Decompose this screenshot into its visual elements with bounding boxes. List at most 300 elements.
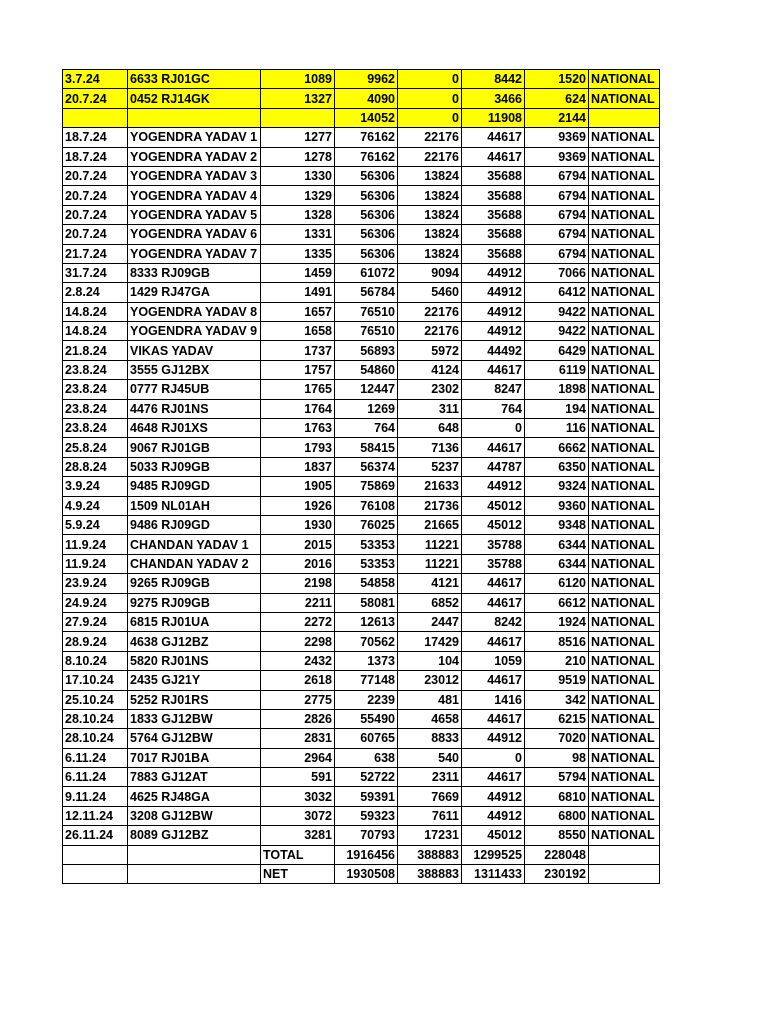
deduction-cell[interactable]: 4124 — [398, 360, 462, 379]
deduction-cell[interactable]: 17429 — [398, 632, 462, 651]
deduction-cell[interactable]: 9094 — [398, 263, 462, 282]
company-cell[interactable]: NATIONAL — [589, 806, 660, 825]
amount-cell[interactable]: 14052 — [335, 108, 398, 127]
balance-cell[interactable]: 7066 — [525, 263, 589, 282]
vehicle-cell[interactable]: 2435 GJ21Y — [128, 671, 261, 690]
company-cell[interactable]: NATIONAL — [589, 399, 660, 418]
net-amount-cell[interactable]: 44787 — [462, 457, 525, 476]
date-cell[interactable]: 6.11.24 — [63, 768, 128, 787]
amount-cell[interactable]: 58415 — [335, 438, 398, 457]
number-cell[interactable]: 1329 — [261, 186, 335, 205]
vehicle-cell[interactable]: 6815 RJ01UA — [128, 612, 261, 631]
balance-cell[interactable]: 6119 — [525, 360, 589, 379]
vehicle-cell[interactable]: YOGENDRA YADAV 3 — [128, 166, 261, 185]
number-cell[interactable]: 1765 — [261, 380, 335, 399]
amount-cell[interactable]: 58081 — [335, 593, 398, 612]
net-amount-cell[interactable]: 44912 — [462, 302, 525, 321]
company-cell[interactable]: NATIONAL — [589, 535, 660, 554]
balance-cell[interactable]: 194 — [525, 399, 589, 418]
date-cell[interactable]: 28.10.24 — [63, 729, 128, 748]
deduction-cell[interactable]: 6852 — [398, 593, 462, 612]
balance-cell[interactable]: 230192 — [525, 865, 589, 884]
balance-cell[interactable]: 6350 — [525, 457, 589, 476]
vehicle-cell[interactable] — [128, 108, 261, 127]
balance-cell[interactable]: 228048 — [525, 845, 589, 864]
deduction-cell[interactable]: 7611 — [398, 806, 462, 825]
amount-cell[interactable]: 56306 — [335, 205, 398, 224]
net-amount-cell[interactable]: 45012 — [462, 826, 525, 845]
date-cell[interactable]: 28.9.24 — [63, 632, 128, 651]
vehicle-cell[interactable]: CHANDAN YADAV 2 — [128, 554, 261, 573]
number-cell[interactable]: 1764 — [261, 399, 335, 418]
balance-cell[interactable]: 9519 — [525, 671, 589, 690]
deduction-cell[interactable]: 648 — [398, 419, 462, 438]
vehicle-cell[interactable]: 7883 GJ12AT — [128, 768, 261, 787]
balance-cell[interactable]: 6344 — [525, 554, 589, 573]
company-cell[interactable]: NATIONAL — [589, 748, 660, 767]
net-amount-cell[interactable]: 44617 — [462, 768, 525, 787]
amount-cell[interactable]: 1373 — [335, 651, 398, 670]
net-amount-cell[interactable]: 44617 — [462, 360, 525, 379]
vehicle-cell[interactable]: CHANDAN YADAV 1 — [128, 535, 261, 554]
vehicle-cell[interactable]: YOGENDRA YADAV 6 — [128, 225, 261, 244]
date-cell[interactable]: 18.7.24 — [63, 147, 128, 166]
vehicle-cell[interactable]: 0777 RJ45UB — [128, 380, 261, 399]
date-cell[interactable]: 23.8.24 — [63, 419, 128, 438]
company-cell[interactable] — [589, 108, 660, 127]
vehicle-cell[interactable]: 4625 RJ48GA — [128, 787, 261, 806]
company-cell[interactable]: NATIONAL — [589, 457, 660, 476]
number-cell[interactable]: 2016 — [261, 554, 335, 573]
balance-cell[interactable]: 6794 — [525, 205, 589, 224]
balance-cell[interactable]: 6344 — [525, 535, 589, 554]
net-amount-cell[interactable]: 0 — [462, 419, 525, 438]
net-amount-cell[interactable]: 44912 — [462, 263, 525, 282]
number-cell[interactable]: 1278 — [261, 147, 335, 166]
amount-cell[interactable]: 60765 — [335, 729, 398, 748]
vehicle-cell[interactable]: 5820 RJ01NS — [128, 651, 261, 670]
number-cell[interactable]: 2432 — [261, 651, 335, 670]
number-cell[interactable]: 1328 — [261, 205, 335, 224]
number-cell[interactable]: 1793 — [261, 438, 335, 457]
balance-cell[interactable]: 9369 — [525, 147, 589, 166]
date-cell[interactable]: 11.9.24 — [63, 554, 128, 573]
number-cell[interactable]: 2198 — [261, 574, 335, 593]
number-cell[interactable]: 3281 — [261, 826, 335, 845]
company-cell[interactable]: NATIONAL — [589, 205, 660, 224]
date-cell[interactable]: 17.10.24 — [63, 671, 128, 690]
amount-cell[interactable]: 54860 — [335, 360, 398, 379]
company-cell[interactable]: NATIONAL — [589, 612, 660, 631]
deduction-cell[interactable]: 311 — [398, 399, 462, 418]
balance-cell[interactable]: 9369 — [525, 128, 589, 147]
date-cell[interactable]: 18.7.24 — [63, 128, 128, 147]
balance-cell[interactable]: 6662 — [525, 438, 589, 457]
company-cell[interactable]: NATIONAL — [589, 826, 660, 845]
deduction-cell[interactable]: 11221 — [398, 554, 462, 573]
vehicle-cell[interactable]: YOGENDRA YADAV 8 — [128, 302, 261, 321]
vehicle-cell[interactable]: 0452 RJ14GK — [128, 89, 261, 108]
amount-cell[interactable]: 59391 — [335, 787, 398, 806]
deduction-cell[interactable]: 7136 — [398, 438, 462, 457]
balance-cell[interactable]: 1520 — [525, 70, 589, 89]
net-amount-cell[interactable]: 44912 — [462, 477, 525, 496]
number-cell[interactable]: 2272 — [261, 612, 335, 631]
date-cell[interactable]: 14.8.24 — [63, 302, 128, 321]
company-cell[interactable]: NATIONAL — [589, 186, 660, 205]
amount-cell[interactable]: 55490 — [335, 709, 398, 728]
amount-cell[interactable]: 75869 — [335, 477, 398, 496]
balance-cell[interactable]: 6794 — [525, 225, 589, 244]
balance-cell[interactable]: 1924 — [525, 612, 589, 631]
amount-cell[interactable]: 70793 — [335, 826, 398, 845]
company-cell[interactable]: NATIONAL — [589, 302, 660, 321]
deduction-cell[interactable]: 22176 — [398, 322, 462, 341]
date-cell[interactable]: 23.8.24 — [63, 360, 128, 379]
balance-cell[interactable]: 9422 — [525, 322, 589, 341]
amount-cell[interactable]: 56784 — [335, 283, 398, 302]
number-cell[interactable]: 1658 — [261, 322, 335, 341]
date-cell[interactable] — [63, 108, 128, 127]
number-cell[interactable]: 1763 — [261, 419, 335, 438]
number-cell[interactable]: 2015 — [261, 535, 335, 554]
deduction-cell[interactable]: 13824 — [398, 244, 462, 263]
date-cell[interactable]: 4.9.24 — [63, 496, 128, 515]
net-amount-cell[interactable]: 44912 — [462, 283, 525, 302]
balance-cell[interactable]: 98 — [525, 748, 589, 767]
date-cell[interactable]: 24.9.24 — [63, 593, 128, 612]
balance-cell[interactable]: 1898 — [525, 380, 589, 399]
company-cell[interactable]: NATIONAL — [589, 787, 660, 806]
company-cell[interactable]: NATIONAL — [589, 283, 660, 302]
deduction-cell[interactable]: 21665 — [398, 515, 462, 534]
number-cell[interactable]: 2618 — [261, 671, 335, 690]
date-cell[interactable]: 25.10.24 — [63, 690, 128, 709]
company-cell[interactable]: NATIONAL — [589, 574, 660, 593]
net-amount-cell[interactable]: 35788 — [462, 554, 525, 573]
amount-cell[interactable]: 56374 — [335, 457, 398, 476]
company-cell[interactable]: NATIONAL — [589, 380, 660, 399]
date-cell[interactable]: 23.8.24 — [63, 380, 128, 399]
number-cell[interactable]: 1277 — [261, 128, 335, 147]
net-amount-cell[interactable]: 1311433 — [462, 865, 525, 884]
amount-cell[interactable]: 4090 — [335, 89, 398, 108]
number-cell[interactable]: 1657 — [261, 302, 335, 321]
amount-cell[interactable]: 1930508 — [335, 865, 398, 884]
amount-cell[interactable]: 56306 — [335, 186, 398, 205]
net-amount-cell[interactable]: 45012 — [462, 496, 525, 515]
amount-cell[interactable]: 54858 — [335, 574, 398, 593]
company-cell[interactable]: NATIONAL — [589, 360, 660, 379]
balance-cell[interactable]: 342 — [525, 690, 589, 709]
date-cell[interactable]: 11.9.24 — [63, 535, 128, 554]
number-cell[interactable]: 1905 — [261, 477, 335, 496]
balance-cell[interactable]: 5794 — [525, 768, 589, 787]
net-amount-cell[interactable]: 3466 — [462, 89, 525, 108]
amount-cell[interactable]: 56893 — [335, 341, 398, 360]
company-cell[interactable]: NATIONAL — [589, 709, 660, 728]
net-amount-cell[interactable]: 44912 — [462, 787, 525, 806]
number-cell[interactable]: 1926 — [261, 496, 335, 515]
company-cell[interactable]: NATIONAL — [589, 166, 660, 185]
balance-cell[interactable]: 8550 — [525, 826, 589, 845]
amount-cell[interactable]: 76025 — [335, 515, 398, 534]
company-cell[interactable]: NATIONAL — [589, 341, 660, 360]
date-cell[interactable]: 14.8.24 — [63, 322, 128, 341]
deduction-cell[interactable]: 21633 — [398, 477, 462, 496]
number-cell[interactable]: 591 — [261, 768, 335, 787]
amount-cell[interactable]: 1916456 — [335, 845, 398, 864]
balance-cell[interactable]: 6612 — [525, 593, 589, 612]
company-cell[interactable]: NATIONAL — [589, 263, 660, 282]
deduction-cell[interactable]: 0 — [398, 89, 462, 108]
number-cell[interactable]: 1737 — [261, 341, 335, 360]
amount-cell[interactable]: 76162 — [335, 128, 398, 147]
date-cell[interactable]: 5.9.24 — [63, 515, 128, 534]
deduction-cell[interactable]: 2311 — [398, 768, 462, 787]
vehicle-cell[interactable]: YOGENDRA YADAV 4 — [128, 186, 261, 205]
company-cell[interactable]: NATIONAL — [589, 632, 660, 651]
net-amount-cell[interactable]: 44492 — [462, 341, 525, 360]
company-cell[interactable]: NATIONAL — [589, 690, 660, 709]
deduction-cell[interactable]: 540 — [398, 748, 462, 767]
date-cell[interactable]: 23.9.24 — [63, 574, 128, 593]
number-cell[interactable]: 1331 — [261, 225, 335, 244]
date-cell[interactable]: 25.8.24 — [63, 438, 128, 457]
balance-cell[interactable]: 8516 — [525, 632, 589, 651]
company-cell[interactable]: NATIONAL — [589, 515, 660, 534]
balance-cell[interactable]: 9348 — [525, 515, 589, 534]
vehicle-cell[interactable]: YOGENDRA YADAV 5 — [128, 205, 261, 224]
date-cell[interactable]: 20.7.24 — [63, 89, 128, 108]
balance-cell[interactable]: 6794 — [525, 244, 589, 263]
amount-cell[interactable]: 764 — [335, 419, 398, 438]
company-cell[interactable]: NATIONAL — [589, 244, 660, 263]
amount-cell[interactable]: 61072 — [335, 263, 398, 282]
deduction-cell[interactable]: 22176 — [398, 128, 462, 147]
net-amount-cell[interactable]: 44912 — [462, 322, 525, 341]
date-cell[interactable]: 3.9.24 — [63, 477, 128, 496]
amount-cell[interactable]: 70562 — [335, 632, 398, 651]
vehicle-cell[interactable]: 7017 RJ01BA — [128, 748, 261, 767]
amount-cell[interactable]: 52722 — [335, 768, 398, 787]
net-amount-cell[interactable]: 44617 — [462, 709, 525, 728]
deduction-cell[interactable]: 388883 — [398, 865, 462, 884]
vehicle-cell[interactable]: YOGENDRA YADAV 9 — [128, 322, 261, 341]
deduction-cell[interactable]: 11221 — [398, 535, 462, 554]
deduction-cell[interactable]: 13824 — [398, 225, 462, 244]
net-amount-cell[interactable]: 44912 — [462, 729, 525, 748]
company-cell[interactable]: NATIONAL — [589, 225, 660, 244]
date-cell[interactable]: 9.11.24 — [63, 787, 128, 806]
balance-cell[interactable]: 6800 — [525, 806, 589, 825]
company-cell[interactable] — [589, 845, 660, 864]
company-cell[interactable] — [589, 865, 660, 884]
number-cell[interactable]: 3072 — [261, 806, 335, 825]
date-cell[interactable]: 23.8.24 — [63, 399, 128, 418]
vehicle-cell[interactable] — [128, 865, 261, 884]
vehicle-cell[interactable]: 1429 RJ47GA — [128, 283, 261, 302]
vehicle-cell[interactable]: 1833 GJ12BW — [128, 709, 261, 728]
company-cell[interactable]: NATIONAL — [589, 593, 660, 612]
net-amount-cell[interactable]: 35788 — [462, 535, 525, 554]
date-cell[interactable]: 21.8.24 — [63, 341, 128, 360]
number-cell[interactable]: 1459 — [261, 263, 335, 282]
number-cell[interactable]: TOTAL — [261, 845, 335, 864]
net-amount-cell[interactable]: 35688 — [462, 225, 525, 244]
company-cell[interactable]: NATIONAL — [589, 438, 660, 457]
net-amount-cell[interactable]: 35688 — [462, 244, 525, 263]
date-cell[interactable]: 21.7.24 — [63, 244, 128, 263]
vehicle-cell[interactable]: YOGENDRA YADAV 1 — [128, 128, 261, 147]
net-amount-cell[interactable]: 35688 — [462, 186, 525, 205]
date-cell[interactable]: 26.11.24 — [63, 826, 128, 845]
date-cell[interactable]: 20.7.24 — [63, 225, 128, 244]
number-cell[interactable]: 1757 — [261, 360, 335, 379]
date-cell[interactable]: 31.7.24 — [63, 263, 128, 282]
vehicle-cell[interactable]: 5033 RJ09GB — [128, 457, 261, 476]
amount-cell[interactable]: 76510 — [335, 322, 398, 341]
company-cell[interactable]: NATIONAL — [589, 477, 660, 496]
balance-cell[interactable]: 9324 — [525, 477, 589, 496]
deduction-cell[interactable]: 21736 — [398, 496, 462, 515]
net-amount-cell[interactable]: 8442 — [462, 70, 525, 89]
net-amount-cell[interactable]: 44617 — [462, 671, 525, 690]
vehicle-cell[interactable]: 8333 RJ09GB — [128, 263, 261, 282]
amount-cell[interactable]: 12447 — [335, 380, 398, 399]
vehicle-cell[interactable]: 8089 GJ12BZ — [128, 826, 261, 845]
net-amount-cell[interactable]: 11908 — [462, 108, 525, 127]
number-cell[interactable]: 3032 — [261, 787, 335, 806]
date-cell[interactable]: 28.10.24 — [63, 709, 128, 728]
balance-cell[interactable]: 624 — [525, 89, 589, 108]
amount-cell[interactable]: 56306 — [335, 225, 398, 244]
number-cell[interactable]: 2775 — [261, 690, 335, 709]
net-amount-cell[interactable]: 35688 — [462, 205, 525, 224]
deduction-cell[interactable]: 5237 — [398, 457, 462, 476]
net-amount-cell[interactable]: 44617 — [462, 147, 525, 166]
balance-cell[interactable]: 7020 — [525, 729, 589, 748]
date-cell[interactable]: 12.11.24 — [63, 806, 128, 825]
amount-cell[interactable]: 9962 — [335, 70, 398, 89]
number-cell[interactable]: 2211 — [261, 593, 335, 612]
vehicle-cell[interactable]: YOGENDRA YADAV 7 — [128, 244, 261, 263]
number-cell[interactable]: 2831 — [261, 729, 335, 748]
net-amount-cell[interactable]: 8247 — [462, 380, 525, 399]
balance-cell[interactable]: 6794 — [525, 166, 589, 185]
vehicle-cell[interactable]: 1509 NL01AH — [128, 496, 261, 515]
vehicle-cell[interactable]: YOGENDRA YADAV 2 — [128, 147, 261, 166]
deduction-cell[interactable]: 13824 — [398, 166, 462, 185]
net-amount-cell[interactable]: 44912 — [462, 806, 525, 825]
date-cell[interactable]: 20.7.24 — [63, 166, 128, 185]
balance-cell[interactable]: 9360 — [525, 496, 589, 515]
date-cell[interactable]: 28.8.24 — [63, 457, 128, 476]
number-cell[interactable]: 2826 — [261, 709, 335, 728]
vehicle-cell[interactable]: 3208 GJ12BW — [128, 806, 261, 825]
deduction-cell[interactable]: 4121 — [398, 574, 462, 593]
amount-cell[interactable]: 2239 — [335, 690, 398, 709]
company-cell[interactable]: NATIONAL — [589, 128, 660, 147]
amount-cell[interactable]: 56306 — [335, 166, 398, 185]
date-cell[interactable]: 20.7.24 — [63, 205, 128, 224]
number-cell[interactable]: 2298 — [261, 632, 335, 651]
balance-cell[interactable]: 6215 — [525, 709, 589, 728]
company-cell[interactable]: NATIONAL — [589, 729, 660, 748]
net-amount-cell[interactable]: 44617 — [462, 593, 525, 612]
vehicle-cell[interactable]: 9275 RJ09GB — [128, 593, 261, 612]
net-amount-cell[interactable]: 44617 — [462, 574, 525, 593]
vehicle-cell[interactable]: 9265 RJ09GB — [128, 574, 261, 593]
deduction-cell[interactable]: 17231 — [398, 826, 462, 845]
deduction-cell[interactable]: 0 — [398, 70, 462, 89]
net-amount-cell[interactable]: 44617 — [462, 438, 525, 457]
amount-cell[interactable]: 56306 — [335, 244, 398, 263]
deduction-cell[interactable]: 7669 — [398, 787, 462, 806]
company-cell[interactable]: NATIONAL — [589, 496, 660, 515]
number-cell[interactable]: 1491 — [261, 283, 335, 302]
number-cell[interactable]: 1930 — [261, 515, 335, 534]
deduction-cell[interactable]: 23012 — [398, 671, 462, 690]
balance-cell[interactable]: 6794 — [525, 186, 589, 205]
date-cell[interactable]: 6.11.24 — [63, 748, 128, 767]
company-cell[interactable]: NATIONAL — [589, 671, 660, 690]
deduction-cell[interactable]: 481 — [398, 690, 462, 709]
amount-cell[interactable]: 53353 — [335, 535, 398, 554]
number-cell[interactable]: 1837 — [261, 457, 335, 476]
amount-cell[interactable]: 76510 — [335, 302, 398, 321]
deduction-cell[interactable]: 13824 — [398, 186, 462, 205]
vehicle-cell[interactable]: VIKAS YADAV — [128, 341, 261, 360]
deduction-cell[interactable]: 8833 — [398, 729, 462, 748]
net-amount-cell[interactable]: 8242 — [462, 612, 525, 631]
vehicle-cell[interactable] — [128, 845, 261, 864]
company-cell[interactable]: NATIONAL — [589, 70, 660, 89]
vehicle-cell[interactable]: 9486 RJ09GD — [128, 515, 261, 534]
company-cell[interactable]: NATIONAL — [589, 651, 660, 670]
deduction-cell[interactable]: 5460 — [398, 283, 462, 302]
deduction-cell[interactable]: 0 — [398, 108, 462, 127]
number-cell[interactable]: 1327 — [261, 89, 335, 108]
deduction-cell[interactable]: 5972 — [398, 341, 462, 360]
net-amount-cell[interactable]: 1416 — [462, 690, 525, 709]
net-amount-cell[interactable]: 44617 — [462, 632, 525, 651]
date-cell[interactable]: 2.8.24 — [63, 283, 128, 302]
number-cell[interactable]: 2964 — [261, 748, 335, 767]
deduction-cell[interactable]: 4658 — [398, 709, 462, 728]
net-amount-cell[interactable]: 45012 — [462, 515, 525, 534]
deduction-cell[interactable]: 2447 — [398, 612, 462, 631]
amount-cell[interactable]: 53353 — [335, 554, 398, 573]
number-cell[interactable]: 1330 — [261, 166, 335, 185]
vehicle-cell[interactable]: 4648 RJ01XS — [128, 419, 261, 438]
vehicle-cell[interactable]: 6633 RJ01GC — [128, 70, 261, 89]
vehicle-cell[interactable]: 9067 RJ01GB — [128, 438, 261, 457]
deduction-cell[interactable]: 2302 — [398, 380, 462, 399]
net-amount-cell[interactable]: 764 — [462, 399, 525, 418]
amount-cell[interactable]: 1269 — [335, 399, 398, 418]
deduction-cell[interactable]: 104 — [398, 651, 462, 670]
vehicle-cell[interactable]: 3555 GJ12BX — [128, 360, 261, 379]
net-amount-cell[interactable]: 1059 — [462, 651, 525, 670]
number-cell[interactable]: NET — [261, 865, 335, 884]
vehicle-cell[interactable]: 5252 RJ01RS — [128, 690, 261, 709]
balance-cell[interactable]: 116 — [525, 419, 589, 438]
company-cell[interactable]: NATIONAL — [589, 768, 660, 787]
company-cell[interactable]: NATIONAL — [589, 147, 660, 166]
deduction-cell[interactable]: 388883 — [398, 845, 462, 864]
vehicle-cell[interactable]: 9485 RJ09GD — [128, 477, 261, 496]
